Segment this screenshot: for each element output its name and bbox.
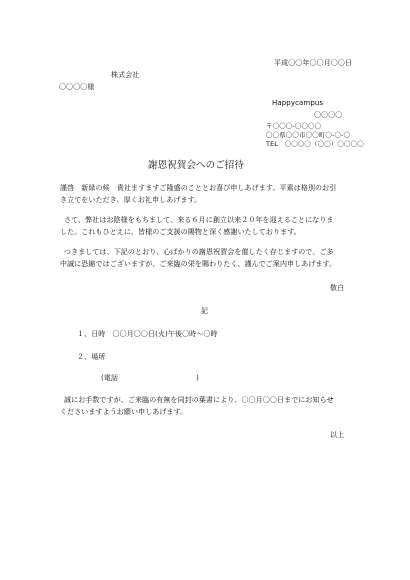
closing-keihaku: 敬白 (330, 284, 345, 292)
recipient-name: 〇〇〇〇様 (59, 83, 95, 91)
sender-tel: TEL 〇〇〇〇（〇〇）〇〇〇〇 (266, 140, 364, 148)
item-venue: ２、場所 (77, 353, 106, 361)
end-ijou: 以上 (330, 431, 345, 439)
letter-date: 平成〇〇年〇〇月〇〇日 (274, 59, 353, 67)
ki-heading: 記 (201, 307, 209, 315)
letter-title: 謝恩祝賀会へのご招待 (148, 160, 245, 171)
rsvp-line-1: 誠にお手数ですが、ご来臨の有無を同封の葉書により、〇〇月〇〇日までにお知らせ (64, 396, 334, 404)
sender-company: Happycampus (272, 99, 324, 107)
body-paragraph-1-line-2: き立てをいただき、厚くお礼申しあげます。 (60, 196, 202, 204)
rsvp-line-2: くださいますようお願い申しあげます。 (60, 408, 188, 416)
body-paragraph-1-line-1: 謹啓 新緑の候 貴社ますますご隆盛のこととお喜び申しあげます。平素は格別のお引 (60, 184, 337, 192)
body-paragraph-3-line-1: つきましては、下記のとおり、心ばかりの謝恩祝賀会を催したく存じますので、ご多 (64, 248, 334, 256)
recipient-company: 株式会社 (111, 71, 140, 79)
body-paragraph-2-line-1: さて、弊社はお陰様をもちまして、来る６月に創立以来２０年を迎えることになりま (64, 216, 334, 224)
body-paragraph-2-line-2: した。これもひとえに、皆様のご支援の賜物と深く感謝いたしております。 (60, 228, 301, 236)
venue-phone: (電話 ) (101, 374, 199, 382)
sender-postal: 〒〇〇〇-〇〇〇〇 (266, 122, 322, 130)
sender-name: 〇〇〇〇 (314, 111, 343, 119)
sender-address: 〇〇県〇〇市〇〇町〇-〇-〇 (266, 131, 351, 139)
body-paragraph-3-line-2: 中誠に恐縮ではございますが、ご来臨の栄を賜わりたく、謹んでご案内申しあげます。 (60, 260, 337, 268)
item-datetime: １、日時 〇〇月〇〇日(火)午後〇時〜〇時 (77, 330, 218, 338)
